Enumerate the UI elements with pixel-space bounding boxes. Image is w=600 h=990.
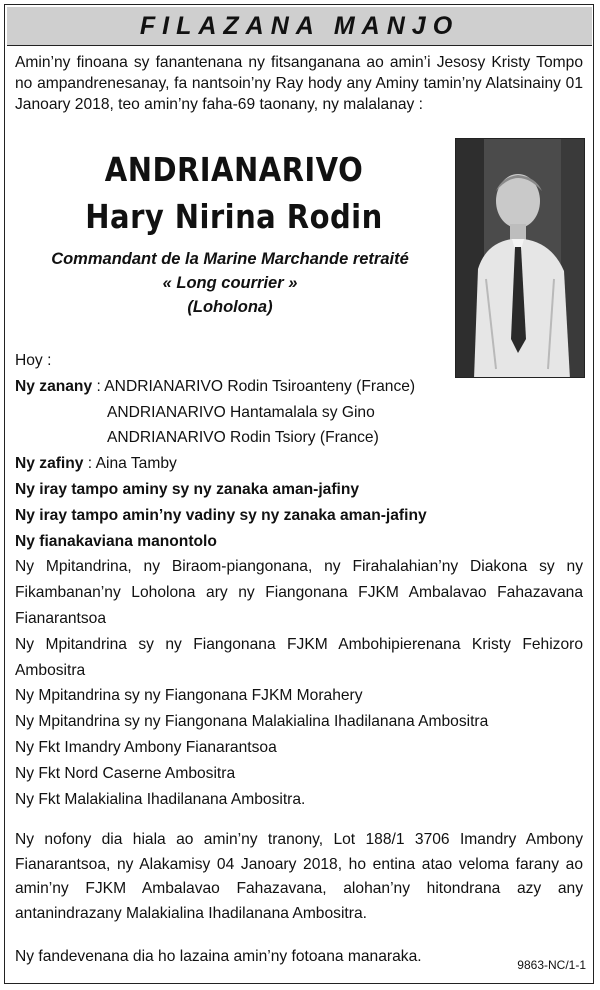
child-3: ANDRIANARIVO Rodin Tsiory (France) xyxy=(107,429,379,447)
notice-header xyxy=(7,7,592,46)
deceased-status: (Loholona) xyxy=(187,298,273,316)
children-separator: : xyxy=(92,377,105,395)
children-row xyxy=(15,374,583,400)
relative-line-1: Ny iray tampo aminy sy ny zanaka aman-jafiny xyxy=(15,480,360,498)
institution-line-6: Ny Fkt Nord Caserne Ambositra xyxy=(15,764,236,782)
institution-line-2: Ny Mpitandrina sy ny Fiangonana FJKM Ambohipierenana Kristy Fehizoro Ambositra xyxy=(15,635,583,679)
institution-line-5: Ny Fkt Imandry Ambony Fianarantsoa xyxy=(15,738,277,756)
mourners-section xyxy=(15,348,583,812)
child-1: ANDRIANARIVO Rodin Tsiroanteny (France) xyxy=(104,377,416,395)
intro-paragraph: Amin’ny finoana sy fanantenana ny fitsanganana ao amin’i Jesosy Kristy Tompo no ampandrenesanay, fa nantsoin’ny Ray hody any Aminy tamin’ny Alatsinainy 01 Janoary 2018, teo amin’ny faha-69 taonany, ny malalanay : xyxy=(15,54,583,113)
grandchild-separator: : xyxy=(83,455,96,473)
deceased-title: Commandant de la Marine Marchande retraité xyxy=(51,250,409,268)
notice-title: FILAZANA MANJO xyxy=(139,11,460,40)
hoy-label: Hoy : xyxy=(15,352,52,369)
relative-line-3: Ny fianakaviana manontolo xyxy=(15,532,217,550)
deceased-given-names: Hary Nirina Rodin xyxy=(85,197,383,236)
deceased-subtitle: « Long courrier » xyxy=(162,274,298,292)
children-label: Ny zanany xyxy=(15,377,93,395)
grandchild-name: Aina Tamby xyxy=(95,455,177,473)
relative-line-2: Ny iray tampo amin’ny vadiny sy ny zanaka aman-jafiny xyxy=(15,506,427,524)
institution-line-1: Ny Mpitandrina, ny Biraom-piangonana, ny Firahalahian’ny Diakona sy ny Fikambanan’ny Loholona ary ny Fiangonana FJKM Ambalavao Fahazavana Fianarantsoa xyxy=(15,558,583,627)
institution-line-7: Ny Fkt Malakialina Ihadilanana Ambositra. xyxy=(15,790,306,808)
grandchild-label: Ny zafiny xyxy=(15,455,84,473)
deceased-photo xyxy=(455,138,585,378)
institution-line-4: Ny Mpitandrina sy ny Fiangonana Malakialina Ihadilanana Ambositra xyxy=(15,713,489,731)
reference-code: 9863-NC/1-1 xyxy=(517,958,586,972)
deceased-surname: ANDRIANARIVO xyxy=(104,150,364,189)
institution-line-3: Ny Mpitandrina sy ny Fiangonana FJKM Morahery xyxy=(15,687,363,705)
child-2: ANDRIANARIVO Hantamalala sy Gino xyxy=(107,403,375,421)
portrait-image xyxy=(456,139,585,378)
final-note: Ny fandevenana dia ho lazaina amin’ny fotoana manaraka. xyxy=(15,948,422,965)
closing-paragraph: Ny nofony dia hiala ao amin’ny tranony, Lot 188/1 3706 Imandry Ambony Fianarantsoa, ny Alakamisy 04 Janoary 2018, ho entina atao veloma farany ao amin’ny FJKM Ambalavao Fahazavana, alohan’ny hitondrana azy any antanindrazany Malakialina Ihadilanana Ambositra. xyxy=(15,831,583,922)
grandchild-row xyxy=(15,451,583,477)
